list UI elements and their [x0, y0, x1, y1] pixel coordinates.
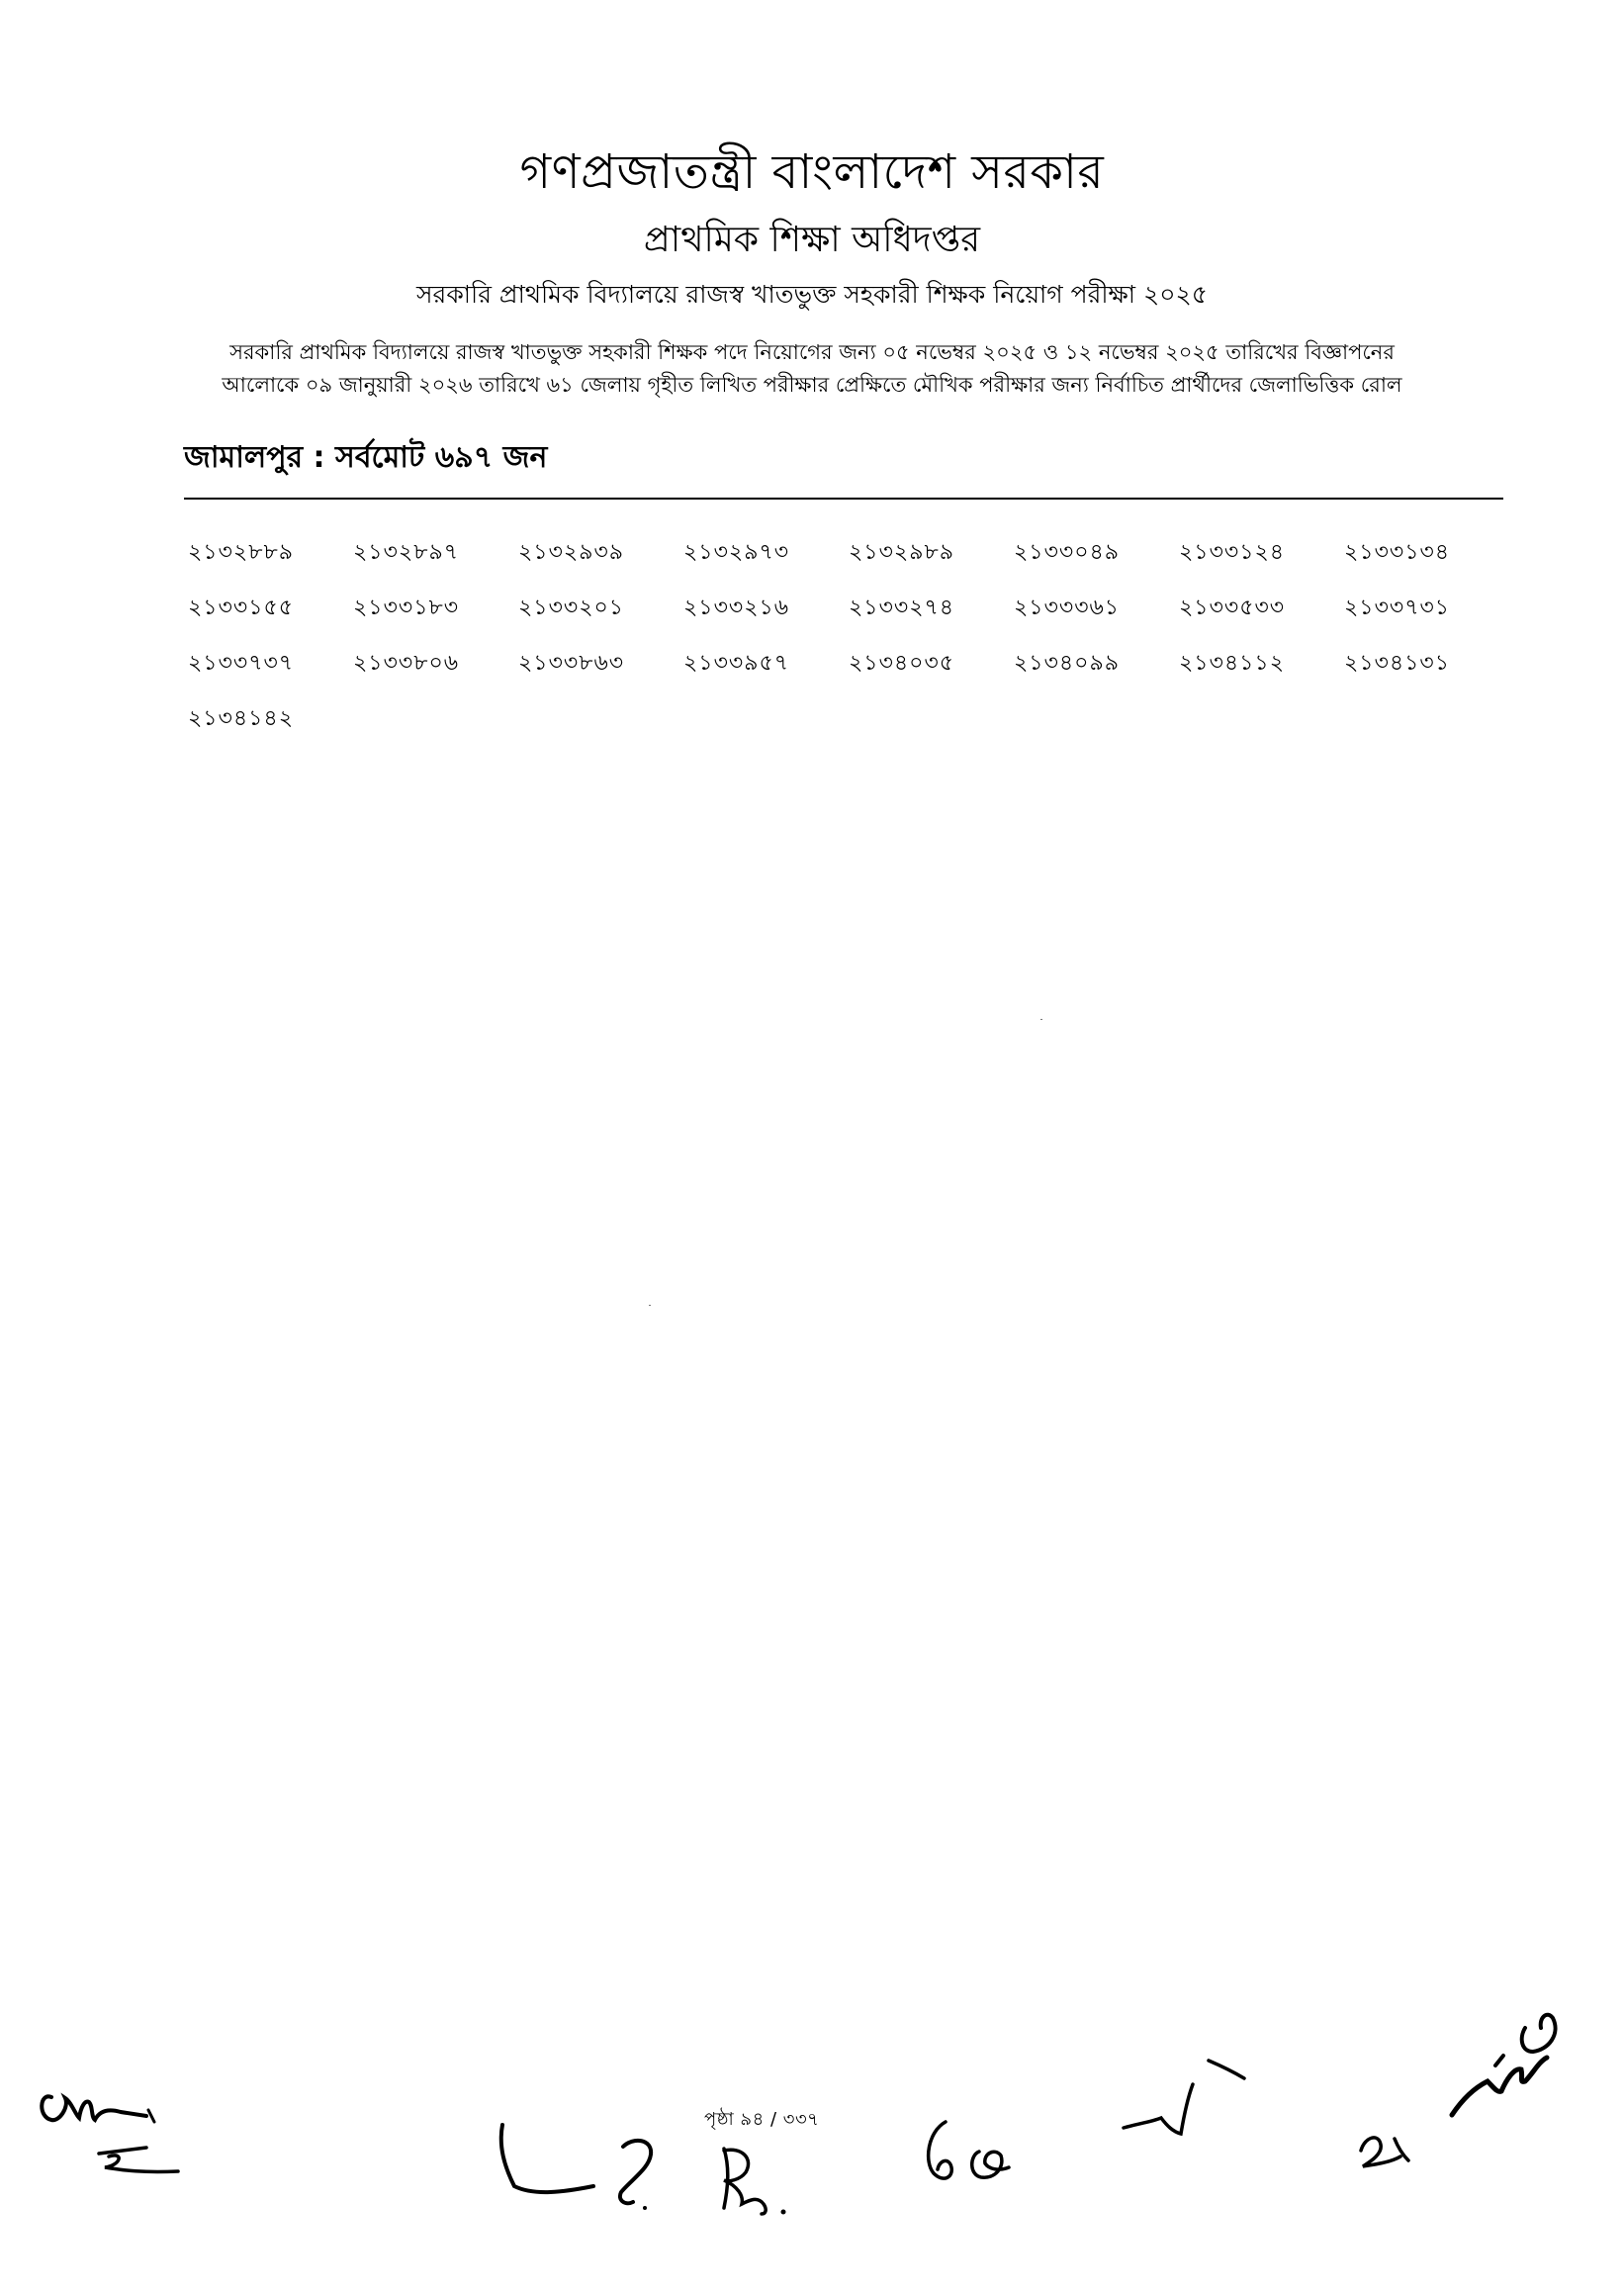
- roll-number: ২১৩৩০৪৯: [1014, 540, 1121, 565]
- roll-number: ২১৩৩৩৬১: [1014, 596, 1121, 620]
- roll-number: ২১৩৩২১৬: [683, 596, 790, 620]
- roll-number: ২১৩৩৭৩৭: [188, 651, 295, 676]
- roll-number: ২১৩৩৯৫৭: [683, 651, 790, 676]
- roll-number: ২১৩৪১৩১: [1344, 651, 1451, 676]
- department-title: প্রাথমিক শিক্ষা অধিদপ্তর: [643, 220, 981, 260]
- roll-number: ২১৩২৯৭৩: [683, 540, 790, 565]
- notice-line-1: সরকারি প্রাথমিক বিদ্যালয়ে রাজস্ব খাতভুক্ত সহকারী শিক্ষক পদে নিয়োগের জন্য ০৫ নভেম্বর ২০২৫ ও ১২ নভেম্বর ২০২৫ তারিখের বিজ্ঞাপনের: [229, 340, 1395, 364]
- signature-5: [1118, 2053, 1276, 2161]
- roll-number: ২১৩২৯৮৯: [849, 540, 955, 565]
- roll-number: ২১৩৩৫৩৩: [1179, 596, 1286, 620]
- page-number: পৃষ্ঠা ৯৪ / ৩৩৭: [704, 2109, 820, 2130]
- signature-2: [495, 2117, 692, 2216]
- notice-text: [0, 336, 1624, 402]
- scan-speck: [1040, 1019, 1042, 1020]
- exam-title: সরকারি প্রাথমিক বিদ্যালয়ে রাজস্ব খাতভুক্ত সহকারী শিক্ষক নিয়োগ পরীক্ষা ২০২৫: [416, 280, 1208, 309]
- roll-number: ২১৩৩৭৩১: [1344, 596, 1451, 620]
- roll-number: ২১৩৩৮০৬: [353, 651, 460, 676]
- signature-4: [910, 2112, 1029, 2201]
- signature-6: [1345, 1978, 1582, 2176]
- roll-number: ২১৩৩১৮৩: [353, 596, 460, 620]
- roll-number: ২১৩৩১৫৫: [188, 596, 295, 620]
- roll-number-list: [188, 539, 1503, 733]
- roll-number: ২১৩৩১২৪: [1179, 540, 1286, 565]
- roll-number: ২১৩২৮৯৭: [353, 540, 460, 565]
- notice-line-2: আলোকে ০৯ জানুয়ারী ২০২৬ তারিখে ৬১ জেলায় গৃহীত লিখিত পরীক্ষার প্রেক্ষিতে মৌখিক পরীক্ষার জন্য নির্বাচিত প্রার্থীদের জেলাভিত্তিক রোল: [222, 373, 1402, 397]
- roll-number: ২১৩৩২০১: [518, 596, 625, 620]
- roll-number: ২১৩৪০৩৫: [849, 651, 955, 676]
- roll-number: ২১৩৩২৭৪: [849, 596, 955, 620]
- divider: [184, 498, 1503, 500]
- roll-number: ২১৩৩১৩৪: [1344, 540, 1451, 565]
- signature-3: [714, 2139, 803, 2218]
- roll-number: ২১৩৪১৪২: [188, 706, 295, 731]
- roll-number: ২১৩৪০৯৯: [1014, 651, 1121, 676]
- roll-number: ২১৩২৮৮৯: [188, 540, 295, 565]
- district-heading: জামালপুর : সর্বমোট ৬৯৭ জন: [184, 440, 548, 475]
- scan-speck: [649, 1305, 651, 1306]
- roll-number: ২১৩৩৮৬৩: [518, 651, 625, 676]
- roll-number: ২১৩৪১১২: [1179, 651, 1286, 676]
- roll-number: ২১৩২৯৩৯: [518, 540, 625, 565]
- government-title: গণপ্রজাতন্ত্রী বাংলাদেশ সরকার: [519, 144, 1105, 200]
- signature-1: [30, 2063, 198, 2181]
